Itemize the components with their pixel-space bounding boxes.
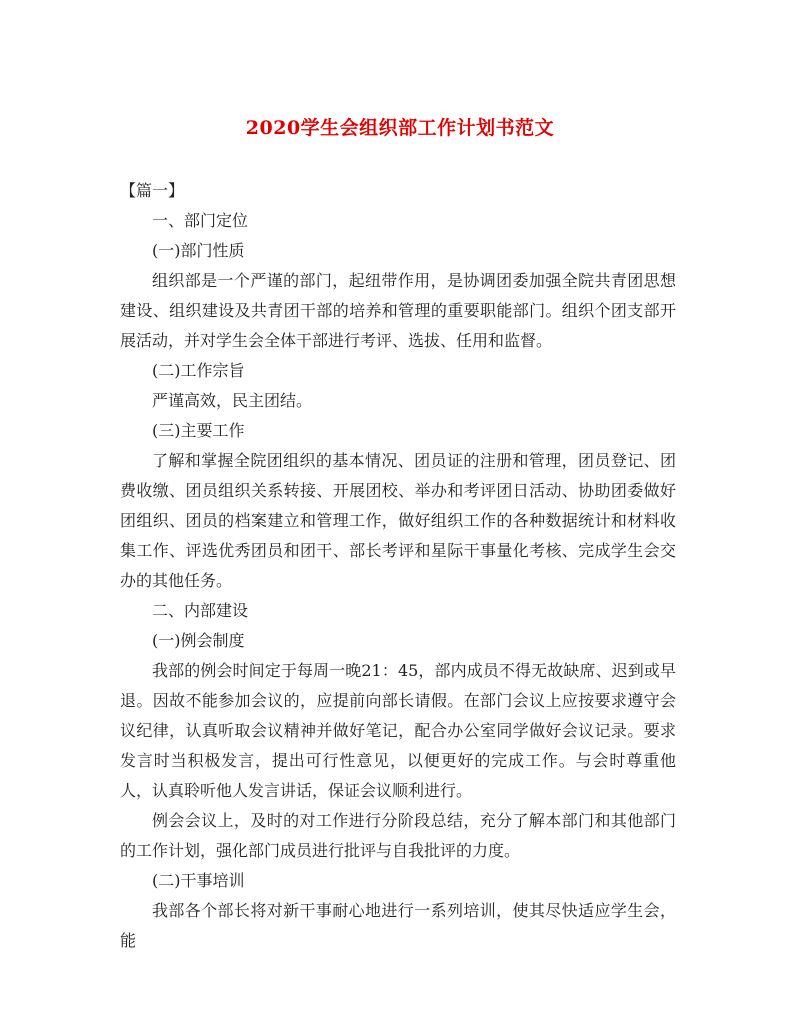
paragraph-main-work: 了解和掌握全院团组织的基本情况、团员证的注册和管理，团员登记、团费收缴、团员组织关系转接、开展团校、举办和考评团日活动、协助团委做好团组织、团员的档案建立和管理工作，做好组织工作的各种数据统计和材料收集工作、评选优秀团员和团干、部长考评和星际干事量化考核、完成学生会交办的其他任务。 [120, 451, 676, 590]
heading-work-purpose: (二)工作宗旨 [152, 361, 245, 380]
section-label: 【篇一】 [120, 181, 185, 200]
document-title: 2020学生会组织部工作计划书范文 [245, 117, 555, 139]
heading-department-position: 一、部门定位 [152, 211, 249, 230]
paragraph-meeting-summary: 例会会议上，及时的对工作进行分阶段总结，充分了解本部门和其他部门的工作计划，强化部门成员进行批评与自我批评的力度。 [120, 811, 676, 860]
heading-meeting-system: (一)例会制度 [152, 631, 245, 650]
heading-internal-construction: 二、内部建设 [152, 601, 249, 620]
heading-main-work: (三)主要工作 [152, 421, 245, 440]
paragraph-work-purpose: 严谨高效，民主团结。 [152, 391, 313, 410]
document-body [120, 176, 676, 956]
paragraph-meeting-system: 我部的例会时间定于每周一晚21：45，部内成员不得无故缺席、迟到或早退。因故不能参加会议的，应提前向部长请假。在部门会议上应按要求遵守会议纪律，认真听取会议精神并做好笔记，配合办公室同学做好会议记录。要求发言时当积极发言，提出可行性意见，以便更好的完成工作。与会时尊重他人，认真聆听他人发言讲话，保证会议顺利进行。 [120, 661, 676, 800]
paragraph-department-nature: 组织部是一个严谨的部门，起纽带作用，是协调团委加强全院共青团思想建设、组织建设及共青团干部的培养和管理的重要职能部门。组织个团支部开展活动，并对学生会全体干部进行考评、选拔、任用和监督。 [120, 271, 676, 350]
heading-staff-training: (二)干事培训 [152, 871, 245, 890]
paragraph-staff-training: 我部各个部长将对新干事耐心地进行一系列培训，使其尽快适应学生会，能 [120, 901, 676, 950]
heading-department-nature: (一)部门性质 [152, 241, 245, 260]
